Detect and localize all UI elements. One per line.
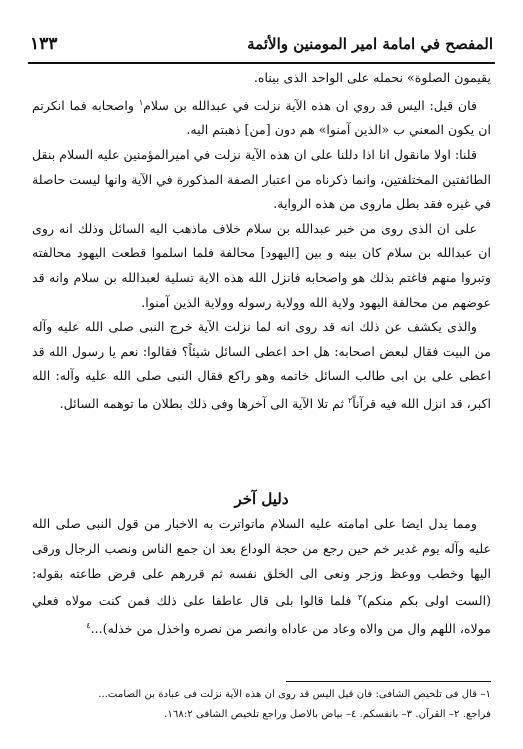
- page-header: [30, 30, 493, 58]
- footnote-marker: ١: [138, 97, 144, 107]
- header-rule: [28, 62, 495, 64]
- page-number: ١٣٣: [30, 34, 58, 54]
- paragraph: [32, 315, 491, 417]
- section-title: دليل آخر: [234, 490, 289, 508]
- main-text: [32, 66, 491, 417]
- footnote-marker: ٤: [86, 621, 91, 631]
- footnote-line: فراجع. ٢– القرآن. ٣– بانفسكم. ٤– بياض بالاصل وراجع تلخيص الشافى ١٦٨:٢.: [164, 709, 491, 720]
- paragraph: [32, 512, 491, 642]
- paragraph-text: فلما قالوا بلى قال عاطفا على ذلك فمن كنت مولاه فعلي مولاه، اللهم وال من والاه وعاد من عاداه وانصر من نصره واخذل من خذله)...: [32, 593, 491, 637]
- footnotes: [32, 685, 491, 725]
- paragraph-text: والذى يكشف عن ذلك انه قد روى انه لما نزلت الآية خرج النبى صلى الله عليه وآله من البيت فقال لبعض اصحابه: هل احد اعطى السائل شيئاً؟ فقالوا: نعم يا رسول الله قد اعطى على بن ابى طالب السائل خاتمه وهو راكع فقال النبى صلى الله عليه وآله: الله اكبر، قد انزل الله فيه قرآناً: [32, 319, 491, 412]
- paragraph: قلنا: اولا مانقول انا اذا دللنا على ان هذه الآية نزلت في اميرالمؤمنين عليه السلام بنقل الطائفتين المختلفتين، وانما ذكرناه من اعتبار الصفة المذكورة في الآية وانها ليست حاصلة في غيره فقد بطل ماروى من هذه الرواية.: [32, 146, 491, 212]
- footnote-line: ١– قال فى تلخيص الشافى: فان قيل اليس قد روى ان هذه الآية نزلت فى عبادة بن الصامت...: [98, 689, 491, 700]
- paragraph: [32, 91, 491, 143]
- footnote-marker: ٢: [348, 395, 353, 405]
- paragraph-text: ومما يدل ايضا على امامته عليه السلام ماتواترت به الاخبار من قول النبى صلى الله عليه وآله يوم غدير خم حين رجع من حجة الوداع بعد ان جمع الناس ونصب الرجال ورقى اليها وخطب ووعظ وزجر ونعى الى الخلق نفسه ثم قررهم على فرض طاعته بقوله: (الست اولى بكم منكم): [32, 516, 491, 609]
- paragraph-text: فان قيل: اليس قد روي ان هذه الآية نزلت في عبدالله بن سلام: [143, 97, 477, 113]
- footnote-rule: [286, 681, 491, 682]
- section-text: [32, 512, 491, 642]
- paragraph-text: ثم تلا الآية الى آخرها وفى ذلك بطلان ما توهمه السائل.: [59, 396, 348, 412]
- paragraph: على ان الذى روى من خبر عبدالله بن سلام خلاف ماذهب اليه السائل وذلك انه روى ان عبدالله بن سلام كان بينه و بين [اليهود] محالفة فلما اسلموا قطعت اليهود محالفته وتبروا منهم فاغتم بذلك هو واصحابه فانزل الله هذه الاية تسلية لعبدالله بن سلام وانه قد عوضهم من محالفة اليهود ولاية الله وولاية رسوله وولاية الذين آمنوا.: [32, 220, 491, 310]
- running-title: المفصح في امامة امير المومنين والأئمة: [247, 35, 493, 53]
- paragraph-text: واصحابه فما انكرتم ان يكون المعني ب «الذين آمنوا» هم دون [من] ذهبتم اليه.: [32, 97, 491, 138]
- paragraph: يقيمون الصلوة» نحمله على الواحد الذى بيناه.: [253, 70, 491, 85]
- footnote-marker: ٣: [357, 593, 363, 603]
